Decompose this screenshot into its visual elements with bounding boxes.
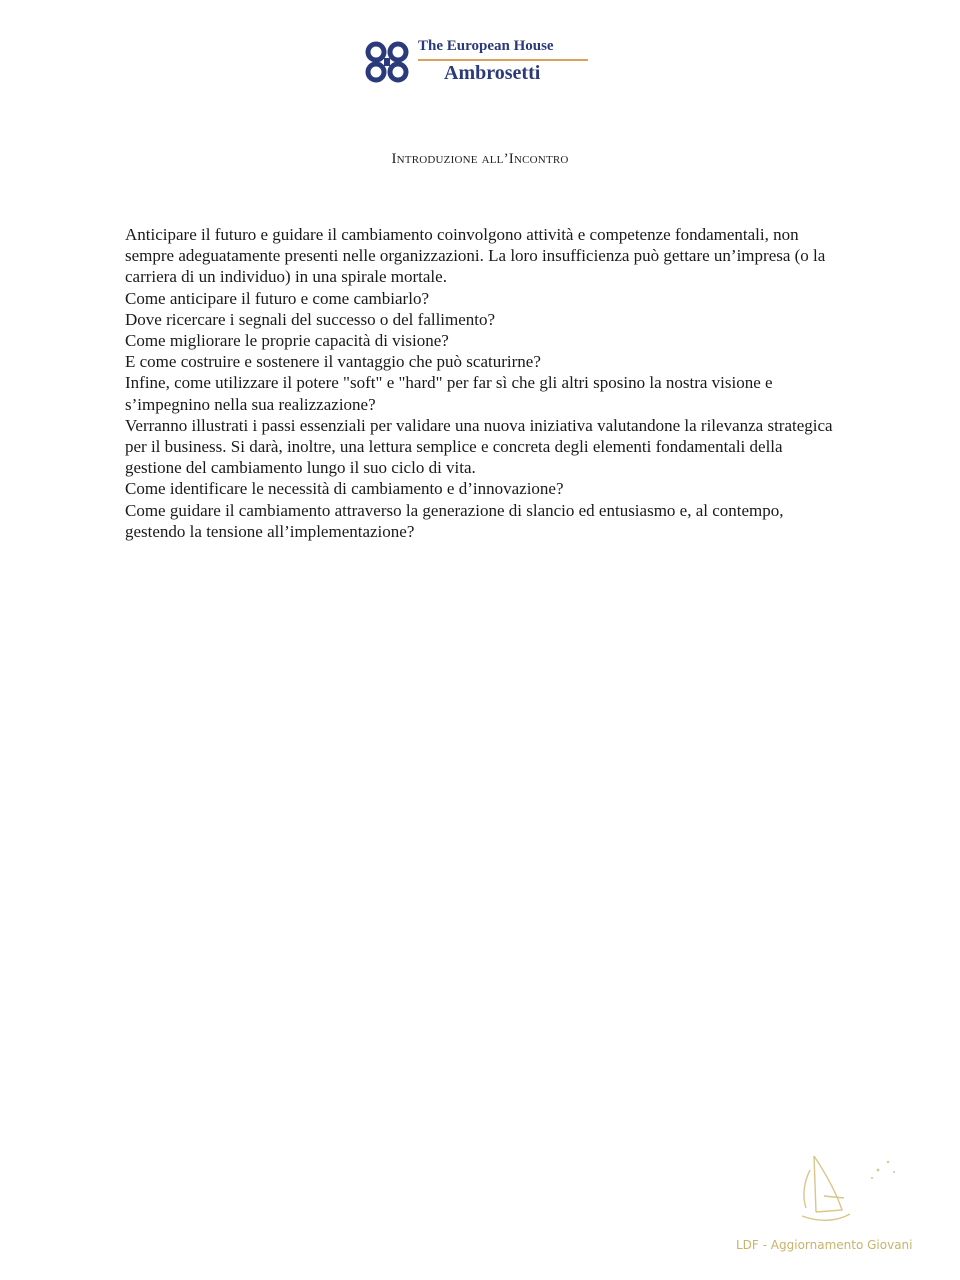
ambrosetti-logo-mark-icon: [364, 40, 414, 84]
company-logo: [364, 36, 604, 92]
logo-text-line1: The European House: [418, 38, 554, 54]
paragraph: Come anticipare il futuro e come cambiarlo?: [125, 288, 429, 308]
footer-label: LDF - Aggiornamento Giovani: [736, 1238, 913, 1252]
sailboat-icon: [796, 1148, 906, 1230]
paragraph: Verranno illustrati i passi essenziali per validare una nuova iniziativa valutandone la rilevanza strategica per il business. Si darà, inoltre, una lettura semplice e concreta degli elementi fondamentali della gestione del cambiamento lungo il suo ciclo di vita.: [125, 415, 833, 478]
body-text: [125, 224, 837, 542]
logo-divider: [418, 59, 588, 61]
section-title: Introduzione all’Incontro: [391, 151, 569, 167]
paragraph: Infine, come utilizzare il potere "soft" e "hard" per far sì che gli altri sposino la nostra visione e s’impegnino nella sua realizzazione?: [125, 373, 773, 414]
paragraph: Dove ricercare i segnali del successo o del fallimento?: [125, 309, 496, 329]
paragraph: Come migliorare le proprie capacità di visione?: [125, 331, 449, 351]
paragraph: Come guidare il cambiamento attraverso la generazione di slancio ed entusiasmo e, al contempo, gestendo la tensione all’implementazione?: [125, 500, 784, 541]
paragraph: Anticipare il futuro e guidare il cambiamento coinvolgono attività e competenze fondamentali, non sempre adeguatamente presenti nelle organizzazioni. La loro insufficienza può gettare un’impresa (o la carriera di un individuo) in una spirale mortale.: [125, 225, 826, 287]
paragraph: E come costruire e sostenere il vantaggio che può scaturirne?: [125, 352, 541, 372]
logo-text-line2: Ambrosetti: [444, 62, 541, 84]
paragraph: Come identificare le necessità di cambiamento e d’innovazione?: [125, 479, 564, 499]
